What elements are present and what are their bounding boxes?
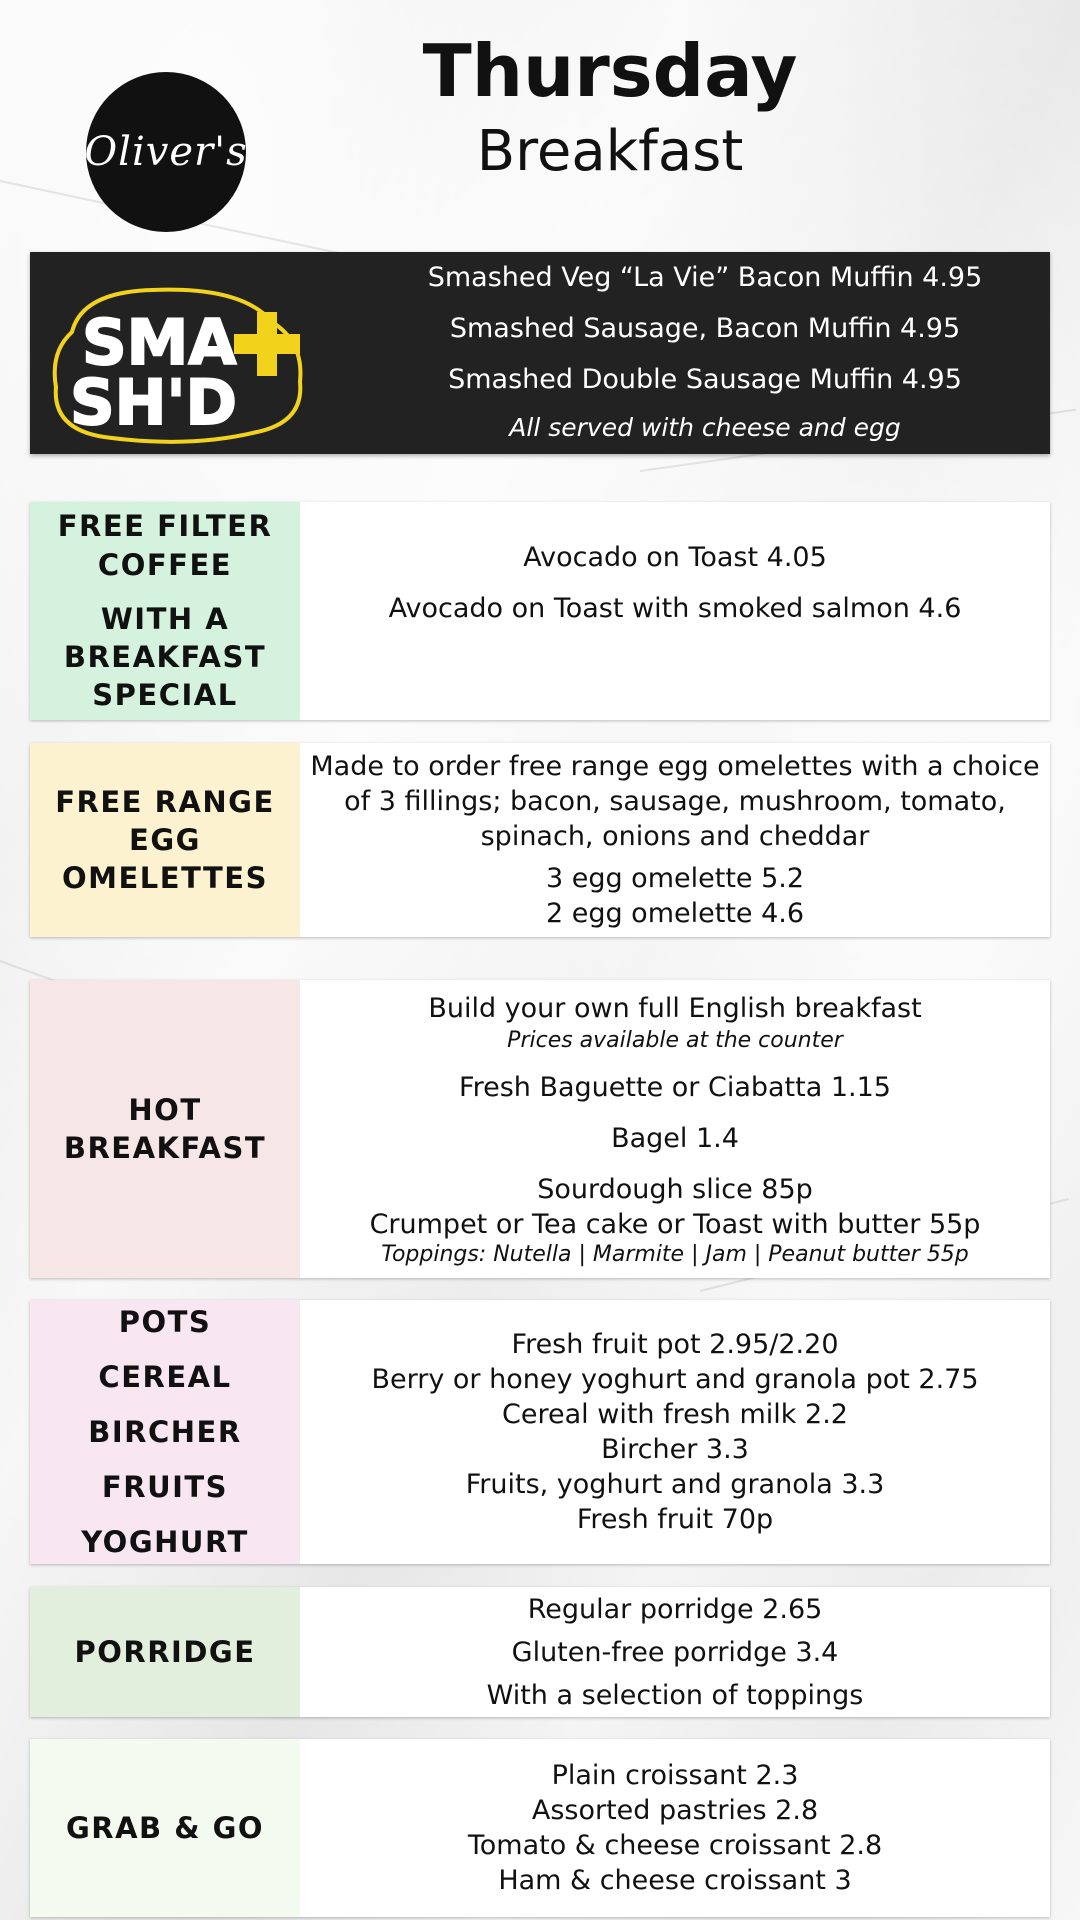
- menu-item: Cereal with fresh milk 2.2: [502, 1399, 848, 1430]
- porridge-items: [300, 1587, 1050, 1717]
- label-line: BIRCHER: [88, 1414, 242, 1449]
- label-line: YOGHURT: [81, 1524, 249, 1559]
- label-line: WITH A: [100, 601, 230, 636]
- smashed-note: All served with cheese and egg: [509, 413, 901, 442]
- porridge-label: [30, 1587, 300, 1717]
- omelettes-section: [30, 743, 1050, 937]
- label-line: EGG: [129, 822, 201, 857]
- smashed-logo-line2: SH'D: [70, 366, 237, 439]
- porridge-section: [30, 1587, 1050, 1717]
- label-line: FREE FILTER: [57, 509, 273, 544]
- menu-item: Ham & cheese croissant 3: [498, 1865, 852, 1896]
- menu-item: Gluten-free porridge 3.4: [511, 1636, 839, 1668]
- omelettes-items: [300, 743, 1050, 937]
- menu-item: Tomato & cheese croissant 2.8: [467, 1830, 883, 1861]
- olivers-logo: [86, 72, 246, 232]
- smashed-item: Smashed Double Sausage Muffin 4.95: [448, 364, 962, 395]
- menu-item: 3 egg omelette 5.2: [545, 863, 805, 894]
- hot-breakfast-section: [30, 980, 1050, 1278]
- label-line: BREAKFAST: [63, 640, 267, 675]
- smashed-logo-line1: SMA: [82, 306, 237, 379]
- hot-breakfast-label: [30, 980, 300, 1278]
- menu-item: Fruits, yoghurt and granola 3.3: [465, 1469, 885, 1500]
- coffee-section: [30, 502, 1050, 720]
- menu-item: Bagel 1.4: [611, 1122, 739, 1154]
- omelette-description: of 3 fillings; bacon, sausage, mushroom, tomato,: [344, 786, 1006, 817]
- menu-item: Avocado on Toast with smoked salmon 4.6: [388, 593, 962, 624]
- menu-item: Crumpet or Tea cake or Toast with butter 55p: [369, 1208, 981, 1240]
- hot-breakfast-items: [300, 980, 1050, 1278]
- menu-item: With a selection of toppings: [486, 1679, 864, 1711]
- menu-item: 2 egg omelette 4.6: [545, 898, 805, 929]
- pots-items: [300, 1300, 1050, 1564]
- smashed-logo: [42, 272, 332, 452]
- menu-item: Avocado on Toast 4.05: [523, 542, 827, 573]
- label-line: HOT: [128, 1092, 202, 1127]
- label-line: OMELETTES: [61, 861, 269, 896]
- omelette-description: Made to order free range egg omelettes with a choice: [310, 751, 1040, 782]
- coffee-items: [300, 502, 1050, 720]
- grab-and-go-label: [30, 1739, 300, 1917]
- menu-item: Regular porridge 2.65: [527, 1593, 823, 1625]
- hot-breakfast-title: Build your own full English breakfast: [428, 992, 922, 1024]
- omelette-description: spinach, onions and cheddar: [480, 821, 870, 852]
- pots-section: [30, 1300, 1050, 1564]
- omelettes-label: [30, 743, 300, 937]
- label-line: CEREAL: [98, 1359, 232, 1394]
- prices-note: Prices available at the counter: [507, 1027, 843, 1053]
- logo-text: Oliver's: [84, 129, 248, 175]
- smashed-item: Smashed Veg “La Vie” Bacon Muffin 4.95: [427, 262, 983, 293]
- label-line: FRUITS: [101, 1469, 229, 1504]
- menu-item: Berry or honey yoghurt and granola pot 2.75: [371, 1364, 979, 1395]
- label-line: POTS: [118, 1304, 212, 1339]
- menu-item: Bircher 3.3: [601, 1434, 749, 1465]
- menu-item: Assorted pastries 2.8: [531, 1795, 819, 1826]
- pots-label: [30, 1300, 300, 1564]
- day-title: Thursday: [422, 29, 798, 113]
- label-line: GRAB & GO: [65, 1810, 265, 1845]
- toppings-note: Toppings: Nutella | Marmite | Jam | Peanut butter 55p: [381, 1241, 969, 1267]
- smashed-banner: [30, 252, 1050, 454]
- coffee-label: [30, 502, 300, 720]
- smashed-items: [330, 252, 1080, 453]
- label-line: BREAKFAST: [63, 1131, 267, 1165]
- label-line: PORRIDGE: [74, 1634, 256, 1669]
- grab-and-go-items: [300, 1739, 1050, 1917]
- menu-item: Sourdough slice 85p: [537, 1173, 813, 1205]
- menu-item: Fresh fruit 70p: [576, 1504, 774, 1535]
- label-line: FREE RANGE: [55, 784, 275, 819]
- meal-title: Breakfast: [476, 119, 744, 184]
- label-line: SPECIAL: [92, 678, 238, 713]
- smashed-item: Smashed Sausage, Bacon Muffin 4.95: [449, 313, 961, 344]
- menu-item: Fresh fruit pot 2.95/2.20: [511, 1329, 839, 1360]
- label-line: COFFEE: [97, 547, 233, 582]
- menu-item: Fresh Baguette or Ciabatta 1.15: [459, 1071, 891, 1103]
- grab-and-go-section: [30, 1739, 1050, 1917]
- menu-item: Plain croissant 2.3: [551, 1760, 799, 1791]
